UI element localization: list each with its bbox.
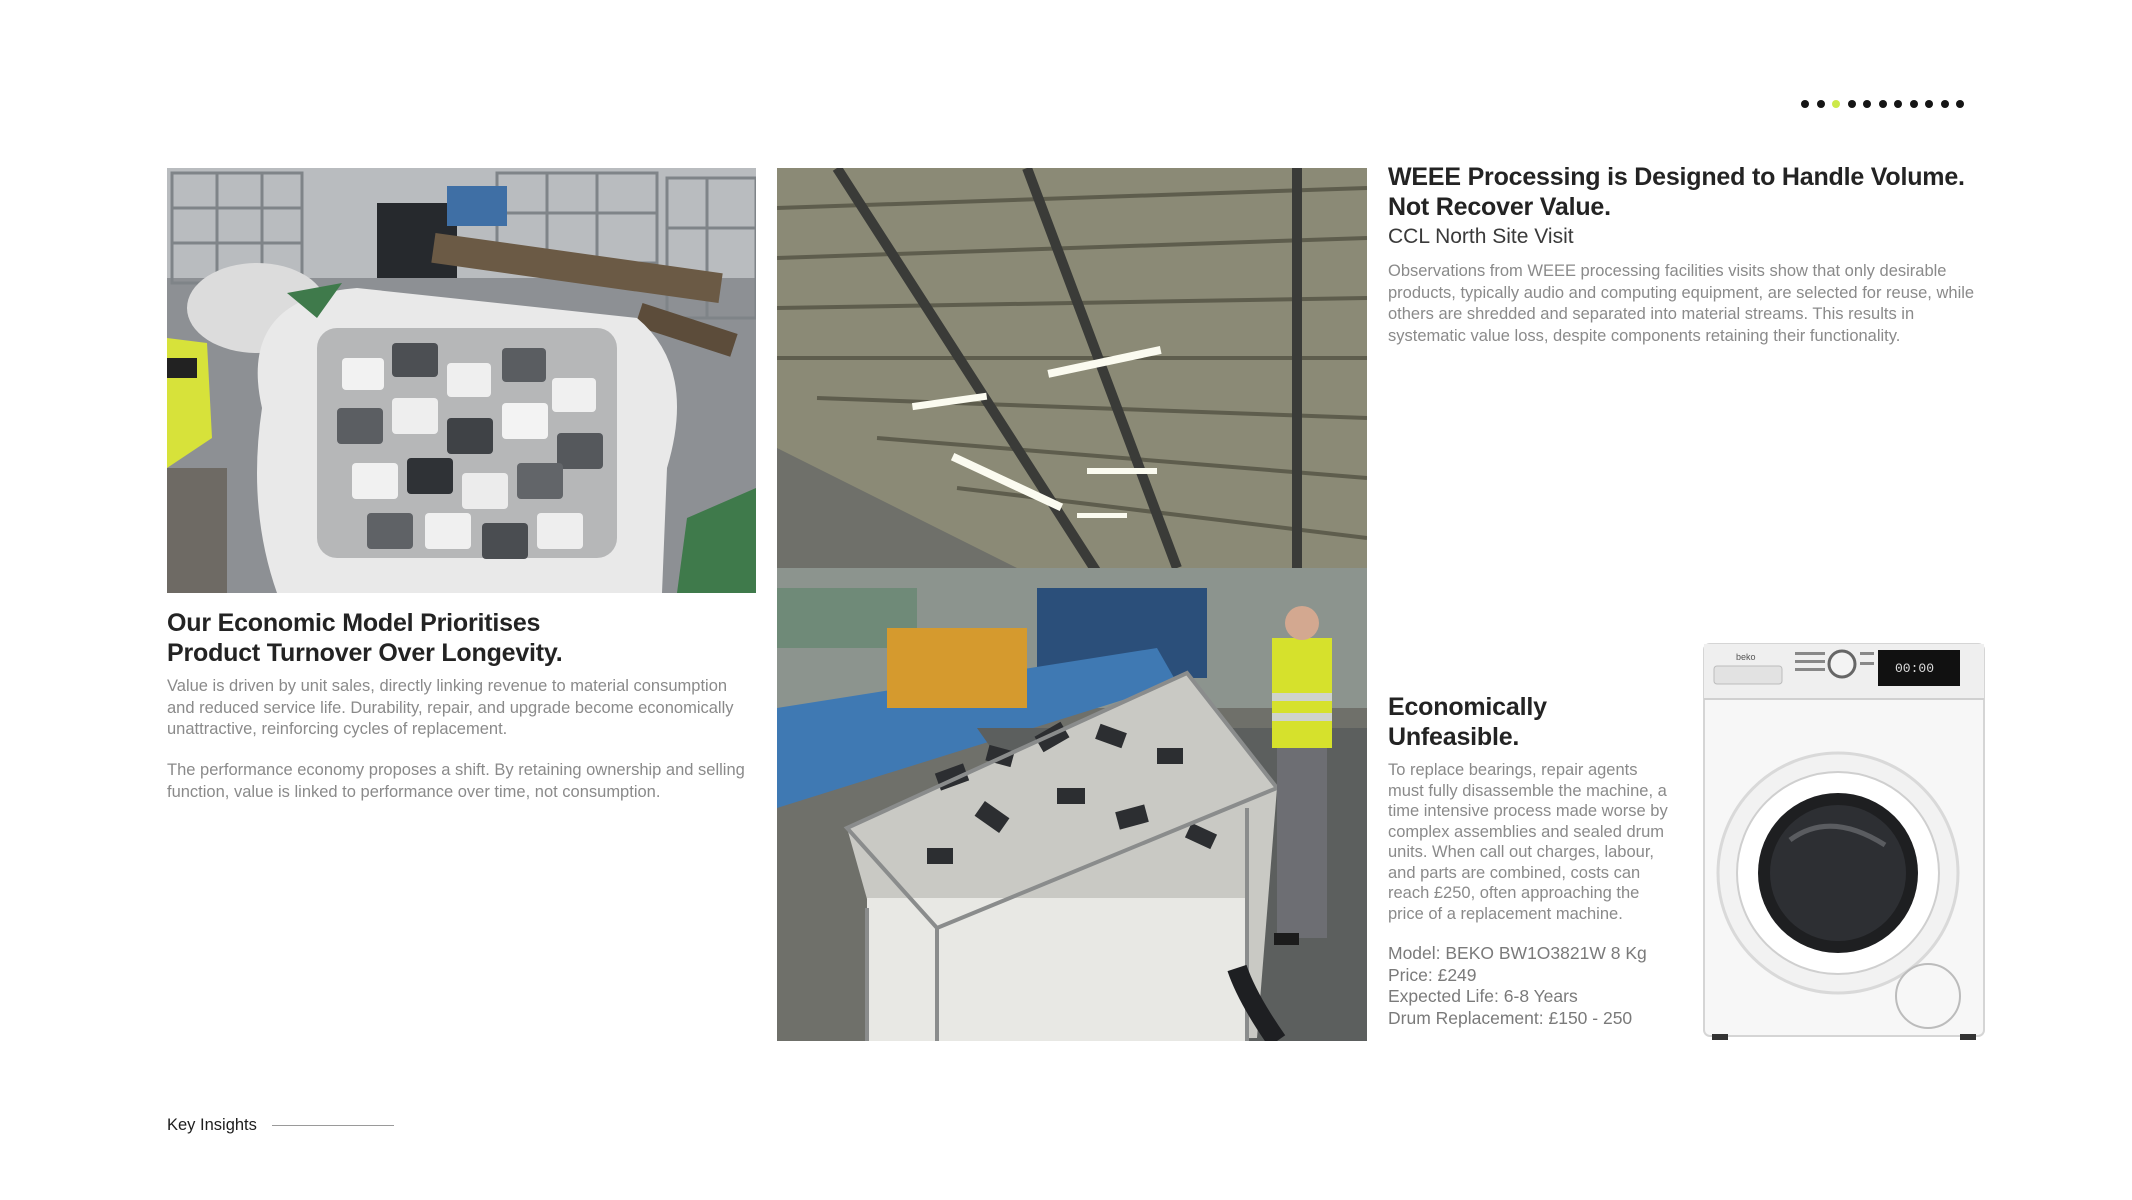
page-dot-active[interactable] <box>1832 100 1840 108</box>
right-top-subtitle: CCL North Site Visit <box>1388 225 1574 248</box>
product-specs <box>1388 943 1688 1029</box>
page-dot[interactable] <box>1863 100 1871 108</box>
washing-machine-image <box>1700 640 1988 1042</box>
footer-divider <box>272 1125 394 1126</box>
right-top-title-line2: Not Recover Value. <box>1388 193 1611 221</box>
page-dot[interactable] <box>1817 100 1825 108</box>
right-bottom-title-line2: Unfeasible. <box>1388 723 1520 751</box>
pagination-dots <box>1801 100 1964 108</box>
left-title-line1: Our Economic Model Prioritises <box>167 609 541 637</box>
page-dot[interactable] <box>1894 100 1902 108</box>
page-dot[interactable] <box>1925 100 1933 108</box>
page-dot[interactable] <box>1848 100 1856 108</box>
spec-drum-replacement: Drum Replacement: £150 - 250 <box>1388 1007 1633 1028</box>
right-bottom-paragraph: To replace bearings, repair agents must fully disassemble the machine, a time intensive process made worse by complex assemblies and sealed drum units. When call out charges, labour, and parts are combined, costs can reach £250, often approaching the price of a replacement machine. <box>1388 761 1668 923</box>
right-top-title-line1: WEEE Processing is Designed to Handle Volume. <box>1388 163 1965 191</box>
weee-facility-photo <box>777 168 1367 1041</box>
right-bottom-title-line1: Economically <box>1388 693 1547 721</box>
right-top-paragraph: Observations from WEEE processing facilities visits show that only desirable products, typically audio and computing equipment, are selected for reuse, while others are shredded and separated into material streams. This results in systematic value loss, despite components retaining their functionality. <box>1388 262 1975 345</box>
page-dot[interactable] <box>1910 100 1918 108</box>
page-dot[interactable] <box>1956 100 1964 108</box>
display-readout: 00:00 <box>1895 661 1935 676</box>
right-top-title <box>1388 162 1978 222</box>
ewaste-bin-photo <box>167 168 756 593</box>
left-paragraph-1: Value is driven by unit sales, directly linking revenue to material consumption and reduced service life. Durability, repair, and upgrade become economically unattractive, reinforcing cycles of replacement. <box>167 677 734 738</box>
spec-price: Price: £249 <box>1388 964 1477 985</box>
page-dot[interactable] <box>1801 100 1809 108</box>
page-dot[interactable] <box>1941 100 1949 108</box>
spec-model: Model: BEKO BW1O3821W 8 Kg <box>1388 943 1647 963</box>
brand-logo-text: beko <box>1736 652 1756 662</box>
footer-section-label: Key Insights <box>167 1116 257 1134</box>
right-bottom-title <box>1388 692 1688 752</box>
left-title <box>167 608 757 668</box>
left-title-line2: Product Turnover Over Longevity. <box>167 639 563 667</box>
spec-expected-life: Expected Life: 6-8 Years <box>1388 986 1578 1006</box>
page-dot[interactable] <box>1879 100 1887 108</box>
left-paragraph-2: The performance economy proposes a shift. By retaining ownership and selling function, value is linked to performance over time, not consumption. <box>167 761 745 801</box>
